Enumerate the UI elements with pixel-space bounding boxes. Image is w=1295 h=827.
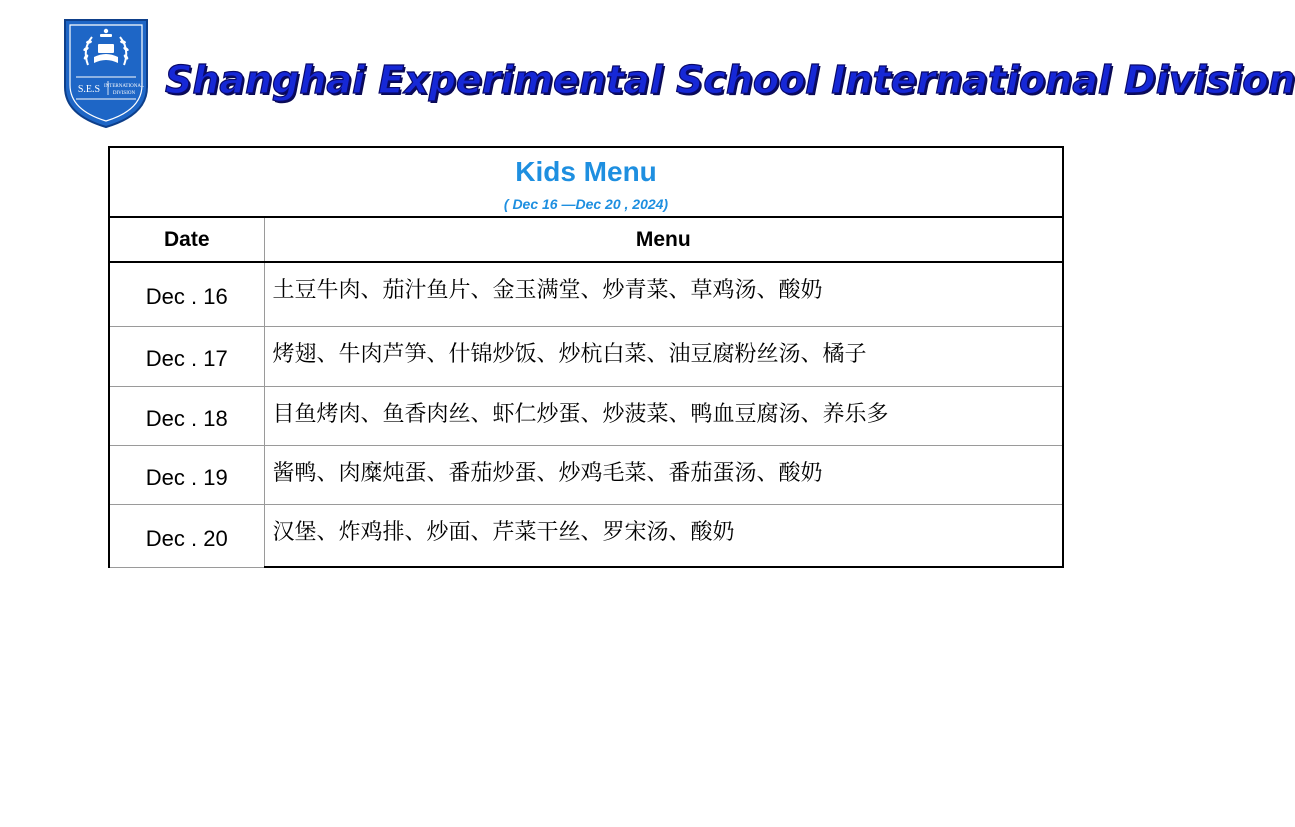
row-menu-items: 酱鸭、肉糜炖蛋、番茄炒蛋、炒鸡毛菜、番茄蛋汤、酸奶 [264,445,1063,504]
column-header-date: Date [109,217,264,262]
school-name-heading: Shanghai Experimental School International Division [165,58,1295,102]
menu-date-range: ( Dec 16 —Dec 20 , 2024) [503,196,669,212]
row-menu-items: 烤翅、牛肉芦笋、什锦炒饭、炒杭白菜、油豆腐粉丝汤、橘子 [264,326,1063,386]
menu-title: Kids Menu [515,156,657,187]
menu-title-cell [109,147,1063,217]
row-menu-items: 目鱼烤肉、鱼香肉丝、虾仁炒蛋、炒菠菜、鸭血豆腐汤、养乐多 [264,386,1063,445]
logo-abbr: S.E.S [77,84,101,95]
table-row [109,262,1063,326]
kids-menu-table [108,146,1064,568]
logo-subtitle-2: DIVISION [112,91,136,96]
row-menu-items: 汉堡、炸鸡排、炒面、芹菜干丝、罗宋汤、酸奶 [264,504,1063,567]
row-date: Dec . 16 [109,262,264,326]
shield-emblem-icon [62,17,150,129]
row-date: Dec . 18 [109,386,264,445]
row-date: Dec . 20 [109,504,264,567]
table-row [109,445,1063,504]
row-menu-items: 土豆牛肉、茄汁鱼片、金玉满堂、炒青菜、草鸡汤、酸奶 [264,262,1063,326]
school-logo [62,17,150,129]
table-row [109,504,1063,567]
table-row [109,326,1063,386]
table-header-row [109,217,1063,262]
table-row [109,386,1063,445]
row-date: Dec . 19 [109,445,264,504]
column-header-menu: Menu [264,217,1063,262]
logo-subtitle-1: INTERNATIONAL [104,84,144,89]
row-date: Dec . 17 [109,326,264,386]
